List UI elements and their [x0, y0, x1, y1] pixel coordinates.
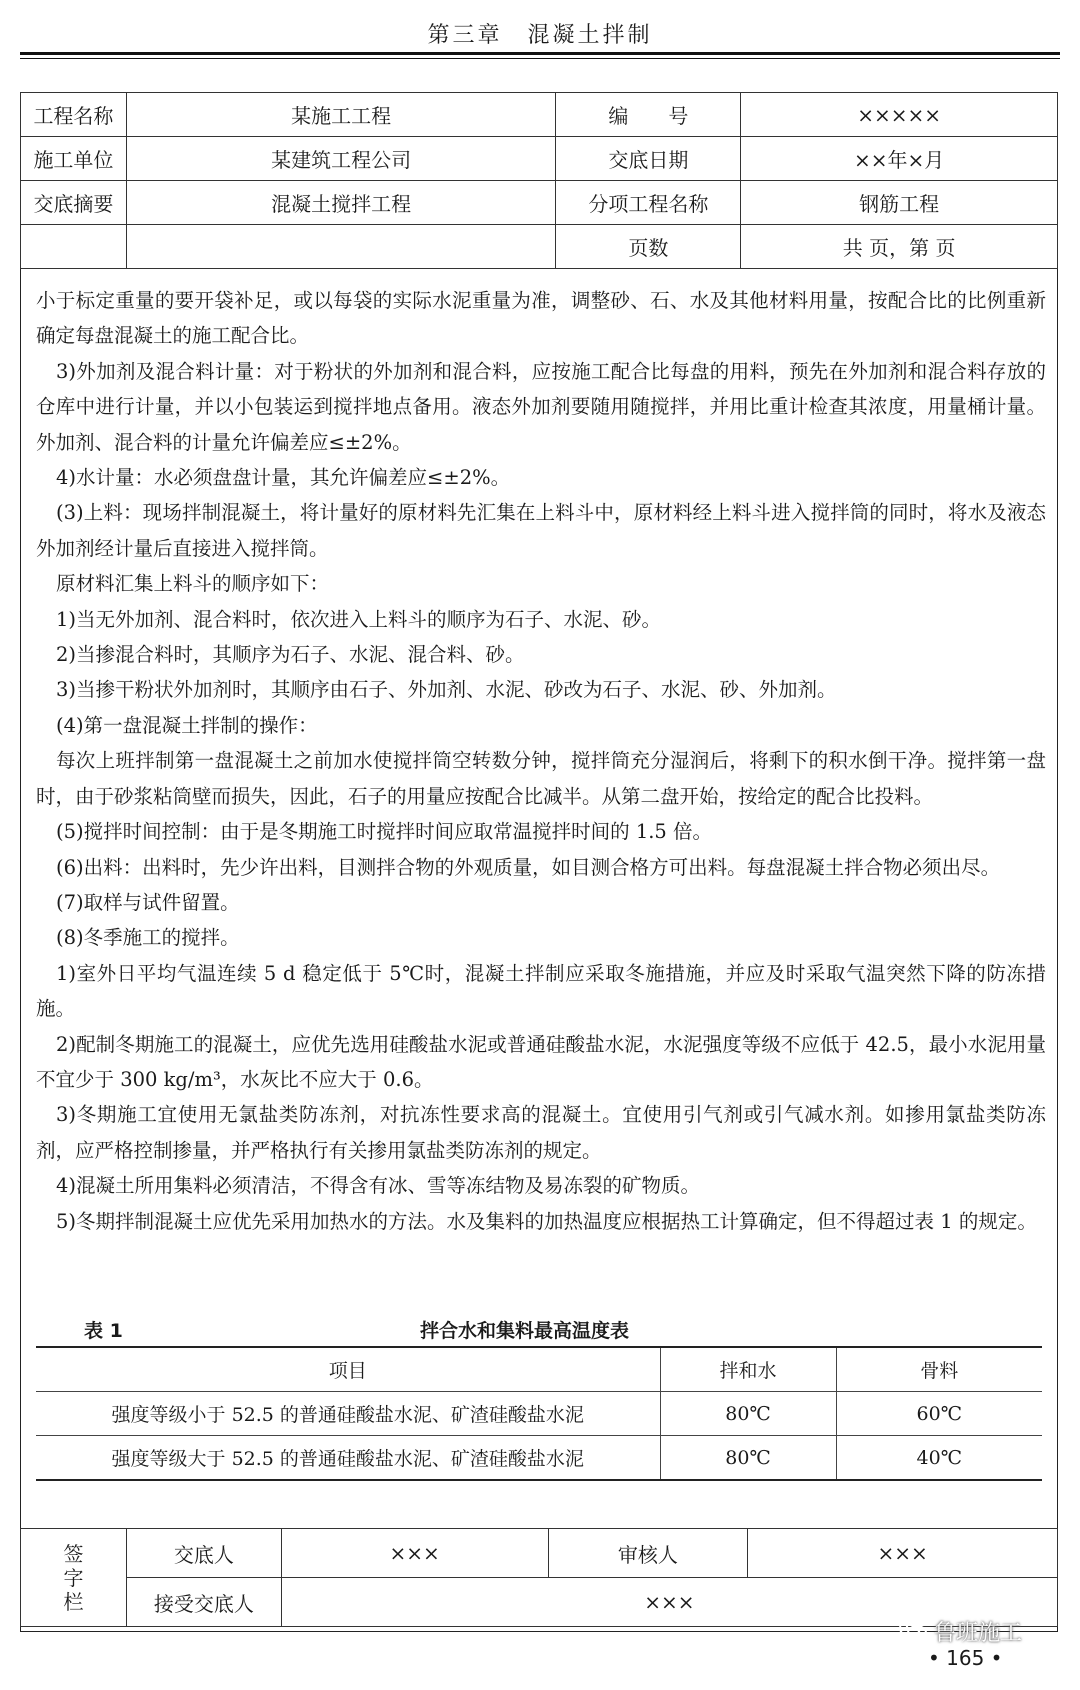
reviewer-value: ××× [748, 1529, 1058, 1578]
paragraph: 5)冬期拌制混凝土应优先采用加热水的方法。水及集料的加热温度应根据热工计算确定，但不得超过表 1 的规定。 [56, 1209, 1037, 1233]
info-row [21, 93, 1058, 137]
signature-row [21, 1529, 1058, 1578]
column-header: 骨料 [836, 1347, 1042, 1392]
paragraph: (3)上料：现场拌制混凝土，将计量好的原材料先汇集在上料斗中，原材料经上料斗进入搅拌筒的同时，将水及液态外加剂经计量后直接进入搅拌筒。 [36, 501, 1046, 560]
paragraph: (5)搅拌时间控制：由于是冬期施工时搅拌时间应取常温搅拌时间的 1.5 倍。 [56, 820, 713, 844]
wechat-icon [898, 1618, 928, 1644]
info-key: 页数 [556, 225, 741, 269]
page-number: • 165 • [928, 1646, 1003, 1670]
table-cell: 强度等级小于 52.5 的普通硅酸盐水泥、矿渣硅酸盐水泥 [36, 1392, 660, 1436]
table-cell: 80℃ [660, 1436, 836, 1481]
presenter-label: 交底人 [126, 1529, 281, 1578]
table-cell: 40℃ [836, 1436, 1042, 1481]
info-table [20, 92, 1058, 269]
receiver-value: ××× [281, 1578, 1057, 1627]
info-value: 混凝土搅拌工程 [126, 181, 556, 225]
table-row [36, 1436, 1042, 1481]
info-value: ××年×月 [741, 137, 1058, 181]
table-cell: 80℃ [660, 1392, 836, 1436]
header-rule-thin [20, 58, 1060, 59]
table-row [36, 1392, 1042, 1436]
info-key [21, 225, 127, 269]
header-rule-thick [20, 52, 1060, 55]
info-value: 钢筋工程 [741, 181, 1058, 225]
info-value: ××××× [741, 93, 1058, 137]
paragraph: 2)当掺混合料时，其顺序为石子、水泥、混合料、砂。 [56, 643, 525, 667]
info-value [126, 225, 556, 269]
info-value: 共 页，第 页 [741, 225, 1058, 269]
paragraph: 小于标定重量的要开袋补足，或以每袋的实际水泥重量为准，调整砂、石、水及其他材料用量，按配合比的比例重新确定每盘混凝土的施工配合比。 [36, 289, 1046, 348]
column-header: 拌和水 [660, 1347, 836, 1392]
paragraph: 2)配制冬期施工的混凝土，应优先选用硅酸盐水泥或普通硅酸盐水泥，水泥强度等级不应低于 42.5，最小水泥用量不宜少于 300 kg/m³，水灰比不应大于 0.6。 [36, 1032, 1046, 1091]
watermark [898, 1614, 1058, 1648]
paragraph: (8)冬季施工的搅拌。 [56, 926, 240, 950]
paragraph: (6)出料：出料时，先少许出料，目测拌合物的外观质量，如目测合格方可出料。每盘混凝土拌合物必须出尽。 [56, 855, 1001, 879]
receiver-label: 接受交底人 [126, 1578, 281, 1627]
paragraph: 3)冬期施工宜使用无氯盐类防冻剂，对抗冻性要求高的混凝土。宜使用引气剂或引气减水剂。如掺用氯盐类防冻剂，应严格控制掺量，并严格执行有关掺用氯盐类防冻剂的规定。 [36, 1103, 1046, 1162]
info-row [21, 225, 1058, 269]
table-label: 表 1 [84, 1320, 123, 1342]
paragraph: 3)当掺干粉状外加剂时，其顺序由石子、外加剂、水泥、砂改为石子、水泥、砂、外加剂。 [56, 678, 837, 702]
table-cell: 60℃ [836, 1392, 1042, 1436]
paragraph: 3)外加剂及混合料计量：对于粉状的外加剂和混合料，应按施工配合比每盘的用料，预先在外加剂和混合料存放的仓库中进行计量，并以小包装运到搅拌地点备用。液态外加剂要随用随搅拌，并用比重计检查其浓度，用量桶计量。外加剂、混合料的计量允许偏差应≤±2%。 [36, 359, 1046, 454]
presenter-value: ××× [281, 1529, 548, 1578]
info-key: 工程名称 [21, 93, 127, 137]
paragraph: (7)取样与试件留置。 [56, 890, 240, 914]
temperature-table [36, 1346, 1042, 1481]
watermark-text: 鲁班施工 [934, 1620, 1023, 1646]
table-cell: 强度等级大于 52.5 的普通硅酸盐水泥、矿渣硅酸盐水泥 [36, 1436, 660, 1481]
table-header-row [36, 1347, 1042, 1392]
info-key: 分项工程名称 [556, 181, 741, 225]
info-key: 交底日期 [556, 137, 741, 181]
table-title: 拌合水和集料最高温度表 [420, 1320, 630, 1342]
paragraph: (4)第一盘混凝土拌制的操作： [56, 713, 318, 737]
paragraph: 4)混凝土所用集料必须清洁，不得含有冰、雪等冻结物及易冻裂的矿物质。 [56, 1174, 701, 1198]
info-key: 交底摘要 [21, 181, 127, 225]
paragraph: 1)当无外加剂、混合料时，依次进入上料斗的顺序为石子、水泥、砂。 [56, 607, 662, 631]
paragraph: 4)水计量：水必须盘盘计量，其允许偏差应≤±2%。 [56, 466, 511, 490]
info-row [21, 137, 1058, 181]
signature-section-label [21, 1529, 127, 1627]
signature-section-text: 签字栏 [63, 1541, 84, 1614]
paragraph: 1)室外日平均气温连续 5 d 稳定低于 5℃时，混凝土拌制应采取冬施措施，并应及时采取气温突然下降的防冻措施。 [36, 961, 1046, 1021]
info-value: 某施工工程 [126, 93, 556, 137]
body-text [36, 283, 1046, 1239]
column-header: 项目 [36, 1347, 660, 1392]
paragraph: 原材料汇集上料斗的顺序如下： [56, 572, 330, 596]
info-key: 施工单位 [21, 137, 127, 181]
reviewer-label: 审核人 [548, 1529, 748, 1578]
chapter-title: 第三章 混凝土拌制 [427, 23, 653, 48]
info-key: 编 号 [556, 93, 741, 137]
signature-table [20, 1528, 1058, 1627]
info-value: 某建筑工程公司 [126, 137, 556, 181]
paragraph: 每次上班拌制第一盘混凝土之前加水使搅拌筒空转数分钟，搅拌筒充分湿润后，将剩下的积水倒干净。搅拌第一盘时，由于砂浆粘筒壁而损失，因此，石子的用量应按配合比减半。从第二盘开始，按给定的配合比投料。 [36, 749, 1046, 808]
info-row [21, 181, 1058, 225]
